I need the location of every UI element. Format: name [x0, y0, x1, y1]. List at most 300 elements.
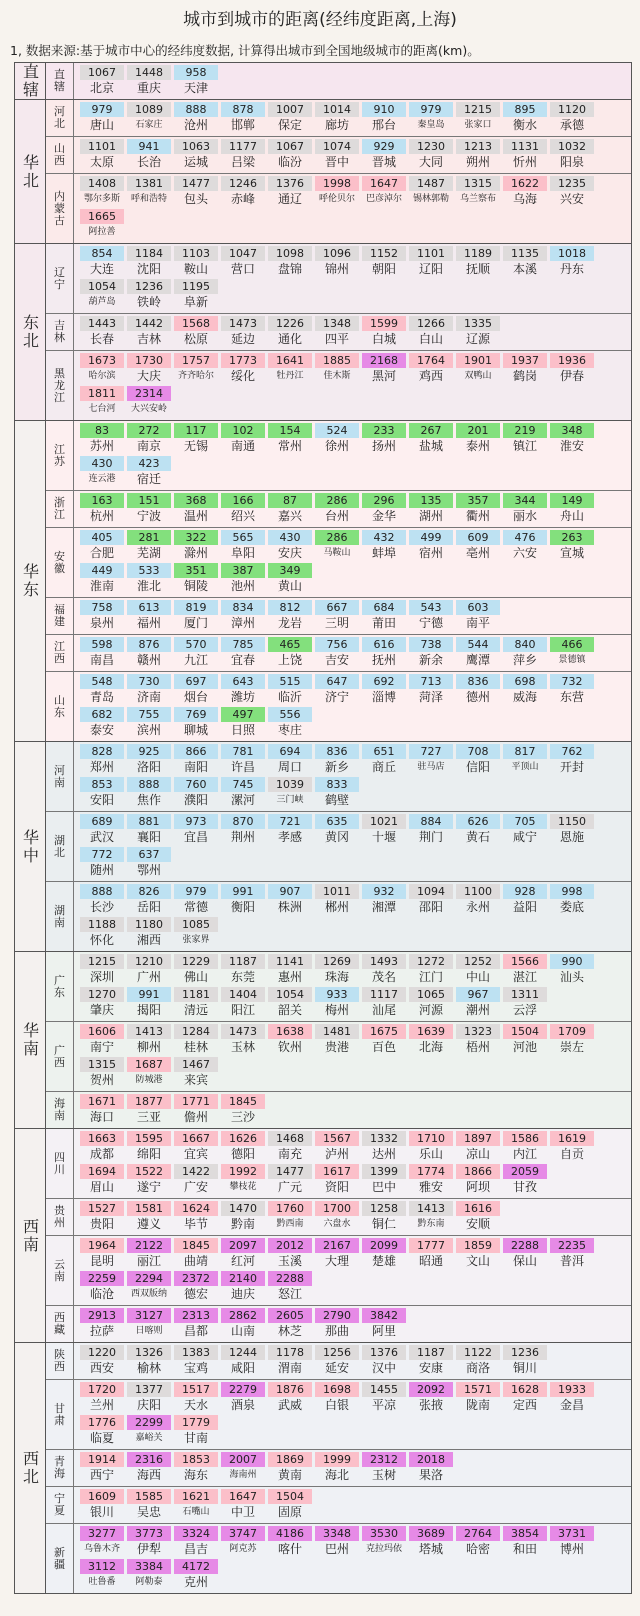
city-cell [456, 1163, 500, 1196]
city-cell [80, 953, 124, 986]
city-cell [268, 529, 312, 562]
city-cell [127, 385, 171, 418]
province-row [46, 491, 631, 528]
city-cell [221, 1270, 265, 1303]
distance-value: 1272 [409, 954, 453, 969]
city-name: 眉山 [89, 1180, 114, 1194]
distance-value: 1628 [503, 1382, 547, 1397]
city-cell [456, 953, 500, 986]
city-name: 长治 [136, 155, 161, 169]
distance-value: 785 [221, 637, 265, 652]
city-cell [268, 315, 312, 348]
distance-value: 1096 [315, 246, 359, 261]
distance-value: 1332 [362, 1131, 406, 1146]
distance-value: 713 [409, 674, 453, 689]
province-name: 贵州 [46, 1199, 74, 1235]
distance-value: 219 [503, 423, 547, 438]
city-name: 乌海 [512, 192, 537, 206]
distance-value: 1901 [456, 353, 500, 368]
city-cell [315, 1307, 359, 1340]
city-name: 黄山 [277, 579, 302, 593]
province-list [46, 952, 631, 1128]
city-cell [456, 813, 500, 846]
city-cell [174, 673, 218, 706]
city-cell [221, 352, 265, 385]
distance-value: 1667 [174, 1131, 218, 1146]
city-name: 铜川 [512, 1361, 537, 1375]
city-name: 黑河 [371, 369, 396, 383]
city-cell [362, 813, 406, 846]
city-cell [80, 175, 124, 208]
city-cell [127, 673, 171, 706]
province-row [46, 421, 631, 491]
city-cell [80, 1163, 124, 1196]
distance-value: 1626 [221, 1131, 265, 1146]
city-name: 贺州 [89, 1073, 114, 1087]
distance-value: 3384 [127, 1559, 171, 1574]
distance-value: 925 [127, 744, 171, 759]
city-name: 河池 [512, 1040, 537, 1054]
distance-value: 598 [80, 637, 124, 652]
city-cell [456, 422, 500, 455]
distance-value: 721 [268, 814, 312, 829]
city-cell [127, 1163, 171, 1196]
city-cell [315, 1163, 359, 1196]
city-cell [221, 1093, 265, 1126]
city-name: 朝阳 [371, 262, 396, 276]
distance-value: 2167 [315, 1238, 359, 1253]
province-row [46, 1487, 631, 1524]
city-cell [456, 1381, 500, 1414]
city-name: 昌都 [183, 1324, 208, 1338]
distance-value: 1089 [127, 102, 171, 117]
city-cell [127, 1558, 171, 1591]
distance-value: 1018 [550, 246, 594, 261]
city-name: 衡阳 [230, 900, 255, 914]
province-row [46, 812, 631, 882]
distance-value: 1054 [268, 987, 312, 1002]
distance-value: 1897 [456, 1131, 500, 1146]
city-name: 钦州 [277, 1040, 302, 1054]
distance-value: 524 [315, 423, 359, 438]
distance-value: 3324 [174, 1526, 218, 1541]
city-cell [268, 706, 312, 739]
distance-value: 2168 [362, 353, 406, 368]
city-cell [362, 743, 406, 776]
city-name: 德宏 [183, 1287, 208, 1301]
city-cell [362, 599, 406, 632]
city-cell [221, 776, 265, 809]
city-cell [409, 1200, 453, 1233]
city-list [74, 421, 631, 490]
distance-value: 1504 [268, 1489, 312, 1504]
city-cell [503, 813, 547, 846]
city-name: 南充 [277, 1147, 302, 1161]
city-name: 阳江 [230, 1003, 255, 1017]
city-cell [221, 986, 265, 1019]
city-name: 大连 [89, 262, 114, 276]
city-cell [315, 986, 359, 1019]
city-name: 固原 [277, 1505, 302, 1519]
city-name: 北京 [89, 81, 114, 95]
city-name: 巴州 [324, 1542, 349, 1556]
distance-value: 1933 [550, 1382, 594, 1397]
city-cell [362, 1307, 406, 1340]
city-name: 孝感 [277, 830, 302, 844]
province-row [46, 1236, 631, 1306]
distance-value: 2099 [362, 1238, 406, 1253]
city-name: 湘潭 [371, 900, 396, 914]
city-name: 达州 [371, 1147, 396, 1161]
distance-value: 967 [456, 987, 500, 1002]
city-name: 葫芦岛 [88, 297, 116, 307]
city-cell [221, 1307, 265, 1340]
distance-value: 1621 [174, 1489, 218, 1504]
distance-value: 2312 [362, 1452, 406, 1467]
distance-value: 1709 [550, 1024, 594, 1039]
city-cell [362, 422, 406, 455]
city-cell [80, 278, 124, 311]
city-name: 林芝 [277, 1324, 302, 1338]
city-cell [268, 1130, 312, 1163]
city-cell [409, 1525, 453, 1558]
city-name: 宣城 [559, 546, 584, 560]
city-name: 临汾 [277, 155, 302, 169]
distance-value: 727 [409, 744, 453, 759]
distance-value: 958 [174, 65, 218, 80]
city-name: 益阳 [512, 900, 537, 914]
city-cell [80, 492, 124, 525]
distance-value: 465 [268, 637, 312, 652]
city-cell [456, 883, 500, 916]
city-name: 枣庄 [277, 723, 302, 737]
city-cell [268, 492, 312, 525]
city-name: 和田 [512, 1542, 537, 1556]
province-row [46, 672, 631, 741]
city-name: 西安 [89, 1361, 114, 1375]
distance-value: 1710 [409, 1131, 453, 1146]
city-name: 深圳 [89, 970, 114, 984]
city-cell [503, 1381, 547, 1414]
distance-value: 87 [268, 493, 312, 508]
city-name: 广安 [183, 1180, 208, 1194]
distance-value: 694 [268, 744, 312, 759]
distance-value: 928 [503, 884, 547, 899]
city-cell [127, 776, 171, 809]
city-cell [268, 1270, 312, 1303]
city-cell [268, 101, 312, 134]
city-name: 抚州 [371, 653, 396, 667]
city-cell [409, 636, 453, 669]
city-cell [456, 175, 500, 208]
city-name: 襄阳 [136, 830, 161, 844]
province-name: 广东 [46, 952, 74, 1021]
province-list [46, 63, 631, 99]
province-list [46, 100, 631, 243]
province-row [46, 635, 631, 672]
city-cell [174, 986, 218, 1019]
city-name: 毕节 [183, 1217, 208, 1231]
distance-value: 1135 [503, 246, 547, 261]
city-name: 衢州 [465, 509, 490, 523]
distance-value: 1184 [127, 246, 171, 261]
city-cell [409, 492, 453, 525]
city-name: 郴州 [324, 900, 349, 914]
city-name: 曲靖 [183, 1254, 208, 1268]
distance-value: 1210 [127, 954, 171, 969]
city-cell [221, 315, 265, 348]
distance-value: 647 [315, 674, 359, 689]
city-list [74, 1306, 631, 1342]
city-cell [268, 138, 312, 171]
distance-value: 1467 [174, 1057, 218, 1072]
city-name: 七台河 [88, 404, 116, 414]
province-name: 西藏 [46, 1306, 74, 1342]
city-name: 普洱 [559, 1254, 584, 1268]
distance-value: 1914 [80, 1452, 124, 1467]
distance-value: 548 [80, 674, 124, 689]
city-name: 扬州 [371, 439, 396, 453]
distance-value: 1771 [174, 1094, 218, 1109]
city-cell [456, 599, 500, 632]
city-name: 博州 [559, 1542, 584, 1556]
city-name: 张家口 [464, 120, 492, 130]
city-cell [550, 1023, 594, 1056]
distance-value: 1473 [221, 316, 265, 331]
province-name: 安徽 [46, 528, 74, 597]
distance-value: 1877 [127, 1094, 171, 1109]
distance-value: 1021 [362, 814, 406, 829]
city-cell [456, 1200, 500, 1233]
city-name: 呼和浩特 [130, 194, 167, 204]
city-name: 宜宾 [183, 1147, 208, 1161]
distance-value: 449 [80, 563, 124, 578]
city-name: 六盘水 [323, 1219, 351, 1229]
distance-value: 1779 [174, 1415, 218, 1430]
city-cell [503, 986, 547, 1019]
city-cell [221, 706, 265, 739]
city-name: 沧州 [183, 118, 208, 132]
city-name: 玉林 [230, 1040, 255, 1054]
city-name: 盐城 [418, 439, 443, 453]
city-cell [174, 492, 218, 525]
city-name: 南京 [136, 439, 161, 453]
city-name: 金昌 [559, 1398, 584, 1412]
distance-value: 3127 [127, 1308, 171, 1323]
city-name: 庆阳 [136, 1398, 161, 1412]
distance-value: 1477 [174, 176, 218, 191]
distance-value: 1180 [127, 917, 171, 932]
city-cell [80, 455, 124, 488]
city-cell [80, 245, 124, 278]
city-cell [456, 986, 500, 1019]
city-name: 北海 [418, 1040, 443, 1054]
city-list [74, 528, 631, 597]
distance-value: 1876 [268, 1382, 312, 1397]
city-cell [221, 673, 265, 706]
city-name: 台州 [324, 509, 349, 523]
city-cell [80, 1488, 124, 1521]
page-title: 城市到城市的距离(经纬度距离,上海) [183, 10, 457, 30]
city-name: 安庆 [277, 546, 302, 560]
city-name: 遵义 [136, 1217, 161, 1231]
distance-value: 3773 [127, 1526, 171, 1541]
distance-value: 1992 [221, 1164, 265, 1179]
city-cell [268, 175, 312, 208]
city-cell [221, 1381, 265, 1414]
distance-value: 533 [127, 563, 171, 578]
distance-value: 1323 [456, 1024, 500, 1039]
city-name: 阳泉 [559, 155, 584, 169]
city-name: 丽江 [136, 1254, 161, 1268]
city-name: 许昌 [230, 760, 255, 774]
city-name: 淮南 [89, 579, 114, 593]
city-name: 海南州 [229, 1470, 257, 1480]
city-name: 乐山 [418, 1147, 443, 1161]
province-name: 青海 [46, 1450, 74, 1486]
distance-value: 3689 [409, 1526, 453, 1541]
city-list [74, 1380, 631, 1449]
distance-value: 1120 [550, 102, 594, 117]
city-name: 丽水 [512, 509, 537, 523]
city-cell [221, 1525, 265, 1558]
city-cell [174, 64, 218, 97]
city-name: 新乡 [324, 760, 349, 774]
city-cell [409, 1381, 453, 1414]
city-name: 锡林郭勒 [412, 194, 449, 204]
distance-value: 570 [174, 637, 218, 652]
distance-value: 1067 [268, 139, 312, 154]
city-name: 荆州 [230, 830, 255, 844]
distance-value: 2018 [409, 1452, 453, 1467]
distance-value: 1215 [456, 102, 500, 117]
city-name: 泰州 [465, 439, 490, 453]
city-cell [315, 883, 359, 916]
distance-value: 1067 [80, 65, 124, 80]
city-cell [221, 422, 265, 455]
city-name: 宿迁 [136, 472, 161, 486]
city-cell [127, 953, 171, 986]
city-cell [80, 986, 124, 1019]
city-name: 日喀则 [135, 1326, 163, 1336]
city-cell [268, 986, 312, 1019]
distance-value: 1845 [174, 1238, 218, 1253]
city-cell [174, 352, 218, 385]
city-name: 四平 [324, 332, 349, 346]
province-row [46, 1092, 631, 1128]
city-name: 宝鸡 [183, 1361, 208, 1375]
region-name: 西北 [15, 1343, 46, 1593]
distance-value: 1773 [221, 353, 265, 368]
distance-value: 884 [409, 814, 453, 829]
city-name: 厦门 [183, 616, 208, 630]
distance-value: 745 [221, 777, 265, 792]
city-name: 黄南 [277, 1468, 302, 1482]
city-cell [221, 1344, 265, 1377]
distance-value: 1188 [80, 917, 124, 932]
city-cell [80, 101, 124, 134]
distance-value: 117 [174, 423, 218, 438]
distance-value: 1376 [362, 1345, 406, 1360]
distance-value: 626 [456, 814, 500, 829]
city-cell [456, 1344, 500, 1377]
city-name: 东莞 [230, 970, 255, 984]
city-name: 大同 [418, 155, 443, 169]
city-name: 三门峡 [276, 795, 304, 805]
city-cell [550, 101, 594, 134]
city-name: 秦皇岛 [417, 120, 445, 130]
distance-value: 1581 [127, 1201, 171, 1216]
city-name: 商丘 [371, 760, 396, 774]
distance-value: 1641 [268, 353, 312, 368]
city-name: 广元 [277, 1180, 302, 1194]
distance-value: 1063 [174, 139, 218, 154]
city-name: 三明 [324, 616, 349, 630]
city-cell [456, 1130, 500, 1163]
distance-value: 1177 [221, 139, 265, 154]
city-name: 黔西南 [276, 1219, 304, 1229]
city-name: 张掖 [418, 1398, 443, 1412]
province-row [46, 882, 631, 951]
city-cell [503, 1344, 547, 1377]
city-cell [80, 1130, 124, 1163]
province-name: 江西 [46, 635, 74, 671]
city-cell [409, 1163, 453, 1196]
distance-value: 2862 [221, 1308, 265, 1323]
city-name: 阿里 [371, 1324, 396, 1338]
city-name: 运城 [183, 155, 208, 169]
city-name: 莆田 [371, 616, 396, 630]
city-name: 白城 [371, 332, 396, 346]
city-name: 伊春 [559, 369, 584, 383]
distance-value: 1011 [315, 884, 359, 899]
province-row [46, 63, 631, 99]
city-cell [362, 1525, 406, 1558]
distance-value: 3731 [550, 1526, 594, 1541]
city-name: 玉溪 [277, 1254, 302, 1268]
distance-value: 1376 [268, 176, 312, 191]
city-name: 承德 [559, 118, 584, 132]
distance-value: 826 [127, 884, 171, 899]
city-cell [409, 101, 453, 134]
city-name: 镇江 [512, 439, 537, 453]
city-cell [127, 101, 171, 134]
city-list [74, 314, 631, 350]
city-name: 晋中 [324, 155, 349, 169]
city-list [74, 1236, 631, 1305]
city-cell [268, 599, 312, 632]
distance-value: 2764 [456, 1526, 500, 1541]
region-name: 华东 [15, 421, 46, 741]
distance-value: 1776 [80, 1415, 124, 1430]
city-name: 大兴安岭 [130, 404, 167, 414]
city-name: 龙岩 [277, 616, 302, 630]
distance-value: 348 [550, 423, 594, 438]
city-list [74, 1487, 631, 1523]
city-cell [174, 1307, 218, 1340]
city-cell [456, 101, 500, 134]
city-name: 崇左 [559, 1040, 584, 1054]
province-name: 黑龙江 [46, 351, 74, 420]
distance-value: 689 [80, 814, 124, 829]
province-list [46, 244, 631, 420]
city-name: 楚雄 [371, 1254, 396, 1268]
city-cell [174, 1163, 218, 1196]
city-cell [409, 1130, 453, 1163]
distance-value: 3348 [315, 1526, 359, 1541]
city-name: 辽阳 [418, 262, 443, 276]
distance-value: 1937 [503, 353, 547, 368]
